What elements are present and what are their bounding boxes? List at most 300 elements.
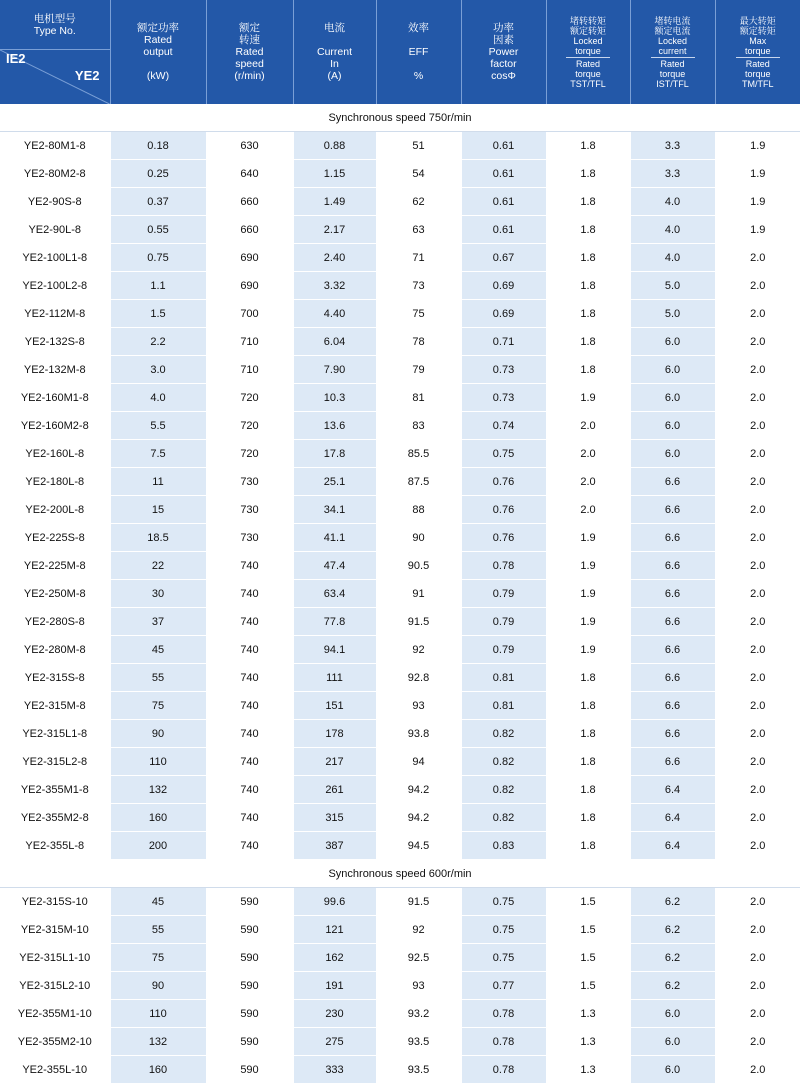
table-cell: 92.5 <box>376 944 461 972</box>
table-cell: 0.61 <box>461 132 546 160</box>
table-cell: 660 <box>206 216 293 244</box>
table-cell: 590 <box>206 1028 293 1056</box>
table-cell: 1.9 <box>546 608 630 636</box>
table-cell: 740 <box>206 748 293 776</box>
type-cell: YE2-80M1-8 <box>0 132 110 160</box>
table-cell: 77.8 <box>293 608 376 636</box>
table-cell: 91 <box>376 580 461 608</box>
table-cell: 55 <box>110 664 206 692</box>
table-cell: 51 <box>376 132 461 160</box>
table-cell: 0.81 <box>461 692 546 720</box>
type-cell: YE2-132M-8 <box>0 356 110 384</box>
table-row <box>0 944 800 972</box>
table-row <box>0 636 800 664</box>
table-cell: 93.2 <box>376 1000 461 1028</box>
table-cell: 1.8 <box>546 804 630 832</box>
header-type <box>0 0 110 104</box>
table-cell: 4.0 <box>630 244 715 272</box>
header-ie2-label: IE2 <box>6 53 26 65</box>
type-cell: YE2-280M-8 <box>0 636 110 664</box>
table-cell: 121 <box>293 916 376 944</box>
table-cell: 0.79 <box>461 608 546 636</box>
header-mt-ratio: TM/TFL <box>716 79 800 89</box>
type-cell: YE2-100L2-8 <box>0 272 110 300</box>
table-row <box>0 496 800 524</box>
table-row <box>0 832 800 860</box>
table-cell: 151 <box>293 692 376 720</box>
table-cell: 7.90 <box>293 356 376 384</box>
table-cell: 45 <box>110 636 206 664</box>
table-cell: 2.0 <box>715 692 800 720</box>
table-cell: 720 <box>206 440 293 468</box>
table-cell: 6.2 <box>630 916 715 944</box>
type-cell: YE2-355L-10 <box>0 1056 110 1084</box>
table-row <box>0 132 800 160</box>
table-cell: 55 <box>110 916 206 944</box>
table-cell: 0.78 <box>461 1056 546 1084</box>
table-cell: 90 <box>376 524 461 552</box>
table-cell: 111 <box>293 664 376 692</box>
table-cell: 2.0 <box>715 664 800 692</box>
type-cell: YE2-90S-8 <box>0 188 110 216</box>
table-cell: 93.5 <box>376 1028 461 1056</box>
table-cell: 2.0 <box>715 468 800 496</box>
table-row <box>0 412 800 440</box>
table-cell: 2.2 <box>110 328 206 356</box>
table-cell: 2.0 <box>715 832 800 860</box>
type-cell: YE2-180L-8 <box>0 468 110 496</box>
table-cell: 93.8 <box>376 720 461 748</box>
table-cell: 2.0 <box>546 440 630 468</box>
table-cell: 2.0 <box>715 720 800 748</box>
table-cell: 4.40 <box>293 300 376 328</box>
table-cell: 22 <box>110 552 206 580</box>
header-speed-cn1: 额定 <box>207 22 293 34</box>
type-cell: YE2-132S-8 <box>0 328 110 356</box>
table-cell: 93 <box>376 972 461 1000</box>
table-cell: 387 <box>293 832 376 860</box>
header-pf-cn2: 因素 <box>462 34 546 46</box>
table-row <box>0 356 800 384</box>
header-pf-cn1: 功率 <box>462 22 546 34</box>
header-eff-unit: % <box>377 70 461 82</box>
type-cell: YE2-225M-8 <box>0 552 110 580</box>
table-cell: 740 <box>206 692 293 720</box>
table-cell: 0.82 <box>461 748 546 776</box>
table-cell: 6.0 <box>630 328 715 356</box>
table-cell: 1.9 <box>546 636 630 664</box>
type-cell: YE2-80M2-8 <box>0 160 110 188</box>
header-speed <box>206 0 293 104</box>
header-speed-en1: Rated <box>207 46 293 58</box>
table-cell: 2.0 <box>715 496 800 524</box>
table-cell: 6.2 <box>630 944 715 972</box>
table-cell: 3.0 <box>110 356 206 384</box>
header-type-cn: 电机型号 <box>34 13 76 25</box>
type-cell: YE2-315L1-10 <box>0 944 110 972</box>
table-cell: 81 <box>376 384 461 412</box>
table-cell: 740 <box>206 608 293 636</box>
table-cell: 0.67 <box>461 244 546 272</box>
table-cell: 0.82 <box>461 720 546 748</box>
table-cell: 1.9 <box>715 160 800 188</box>
table-cell: 160 <box>110 804 206 832</box>
table-cell: 690 <box>206 272 293 300</box>
table-cell: 0.76 <box>461 468 546 496</box>
table-cell: 740 <box>206 552 293 580</box>
table-cell: 315 <box>293 804 376 832</box>
table-cell: 78 <box>376 328 461 356</box>
header-pf-symbol: cosΦ <box>462 70 546 82</box>
table-cell: 1.8 <box>546 188 630 216</box>
header-lc-en1: Locked <box>631 36 715 46</box>
table-cell: 1.8 <box>546 692 630 720</box>
header-current-cn: 电流 <box>294 22 376 34</box>
table-cell: 99.6 <box>293 888 376 916</box>
table-cell: 720 <box>206 384 293 412</box>
header-mt-divider <box>736 57 780 58</box>
table-cell: 0.73 <box>461 356 546 384</box>
table-cell: 0.61 <box>461 216 546 244</box>
table-cell: 6.6 <box>630 608 715 636</box>
header-max-torque <box>715 0 800 104</box>
table-cell: 6.0 <box>630 412 715 440</box>
table-row <box>0 972 800 1000</box>
table-cell: 87.5 <box>376 468 461 496</box>
table-cell: 1.8 <box>546 272 630 300</box>
header-locked-torque <box>546 0 630 104</box>
table-cell: 73 <box>376 272 461 300</box>
table-cell: 1.9 <box>715 188 800 216</box>
table-body <box>0 104 800 1084</box>
table-cell: 1.49 <box>293 188 376 216</box>
table-cell: 2.40 <box>293 244 376 272</box>
table-cell: 2.0 <box>715 636 800 664</box>
table-cell: 5.0 <box>630 272 715 300</box>
table-cell: 6.6 <box>630 496 715 524</box>
header-lc-divider <box>651 57 695 58</box>
type-cell: YE2-355M1-8 <box>0 776 110 804</box>
table-cell: 3.32 <box>293 272 376 300</box>
table-cell: 1.3 <box>546 1028 630 1056</box>
type-cell: YE2-250M-8 <box>0 580 110 608</box>
table-row <box>0 244 800 272</box>
table-cell: 0.75 <box>461 916 546 944</box>
table-cell: 333 <box>293 1056 376 1084</box>
table-row <box>0 1000 800 1028</box>
table-cell: 1.8 <box>546 160 630 188</box>
table-cell: 2.0 <box>715 356 800 384</box>
table-cell: 1.15 <box>293 160 376 188</box>
table-cell: 0.18 <box>110 132 206 160</box>
header-eff-en: EFF <box>377 46 461 58</box>
table-cell: 71 <box>376 244 461 272</box>
header-output <box>110 0 206 104</box>
table-cell: 0.77 <box>461 972 546 1000</box>
table-cell: 6.0 <box>630 1056 715 1084</box>
table-cell: 2.17 <box>293 216 376 244</box>
table-cell: 0.69 <box>461 300 546 328</box>
table-cell: 0.79 <box>461 580 546 608</box>
table-cell: 62 <box>376 188 461 216</box>
table-cell: 1.1 <box>110 272 206 300</box>
header-eff-cn: 效率 <box>377 22 461 34</box>
table-row <box>0 1056 800 1084</box>
table-cell: 0.76 <box>461 524 546 552</box>
table-cell: 30 <box>110 580 206 608</box>
table-cell: 0.88 <box>293 132 376 160</box>
table-cell: 2.0 <box>715 272 800 300</box>
header-lt-en2: torque <box>547 46 630 56</box>
table-cell: 2.0 <box>715 552 800 580</box>
table-cell: 0.37 <box>110 188 206 216</box>
table-cell: 13.6 <box>293 412 376 440</box>
table-cell: 3.3 <box>630 160 715 188</box>
table-cell: 2.0 <box>715 608 800 636</box>
table-cell: 1.3 <box>546 1000 630 1028</box>
table-cell: 740 <box>206 664 293 692</box>
table-cell: 710 <box>206 356 293 384</box>
table-cell: 93.5 <box>376 1056 461 1084</box>
table-cell: 5.5 <box>110 412 206 440</box>
table-row <box>0 160 800 188</box>
table-cell: 83 <box>376 412 461 440</box>
table-cell: 740 <box>206 720 293 748</box>
table-cell: 6.04 <box>293 328 376 356</box>
table-row <box>0 804 800 832</box>
type-cell: YE2-355L-8 <box>0 832 110 860</box>
table-row <box>0 888 800 916</box>
table-cell: 0.73 <box>461 384 546 412</box>
table-cell: 217 <box>293 748 376 776</box>
table-cell: 110 <box>110 1000 206 1028</box>
header-output-unit: (kW) <box>111 70 206 82</box>
table-row <box>0 664 800 692</box>
table-cell: 740 <box>206 636 293 664</box>
table-cell: 5.0 <box>630 300 715 328</box>
type-cell: YE2-225S-8 <box>0 524 110 552</box>
table-cell: 1.5 <box>546 972 630 1000</box>
table-cell: 4.0 <box>630 188 715 216</box>
table-cell: 2.0 <box>715 580 800 608</box>
table-cell: 640 <box>206 160 293 188</box>
table-cell: 94.5 <box>376 832 461 860</box>
table-cell: 2.0 <box>715 748 800 776</box>
table-cell: 6.0 <box>630 356 715 384</box>
table-cell: 0.82 <box>461 776 546 804</box>
table-cell: 45 <box>110 888 206 916</box>
header-output-cn: 额定功率 <box>111 22 206 34</box>
table-cell: 0.75 <box>461 888 546 916</box>
header-ye2-label: YE2 <box>75 70 100 82</box>
type-cell: YE2-280S-8 <box>0 608 110 636</box>
table-cell: 1.8 <box>546 328 630 356</box>
table-cell: 0.76 <box>461 496 546 524</box>
header-lt-en4: torque <box>547 69 630 79</box>
table-cell: 1.8 <box>546 356 630 384</box>
table-cell: 132 <box>110 1028 206 1056</box>
section-label: Synchronous speed 750r/min <box>0 104 800 132</box>
table-cell: 0.75 <box>110 244 206 272</box>
table-row <box>0 328 800 356</box>
table-row <box>0 608 800 636</box>
table-cell: 590 <box>206 1056 293 1084</box>
table-row <box>0 776 800 804</box>
type-cell: YE2-100L1-8 <box>0 244 110 272</box>
table-cell: 0.74 <box>461 412 546 440</box>
table-cell: 740 <box>206 832 293 860</box>
table-row <box>0 524 800 552</box>
table-cell: 6.2 <box>630 888 715 916</box>
header-lc-cn2: 额定电流 <box>631 26 715 36</box>
header-mt-cn2: 额定转矩 <box>716 26 800 36</box>
table-cell: 1.5 <box>546 916 630 944</box>
table-cell: 178 <box>293 720 376 748</box>
header-speed-unit: (r/min) <box>207 70 293 82</box>
table-cell: 90 <box>110 720 206 748</box>
table-cell: 2.0 <box>715 440 800 468</box>
table-cell: 740 <box>206 804 293 832</box>
table-cell: 0.75 <box>461 440 546 468</box>
table-cell: 1.8 <box>546 216 630 244</box>
type-cell: YE2-315S-10 <box>0 888 110 916</box>
header-lc-en4: torque <box>631 69 715 79</box>
section-row <box>0 860 800 888</box>
table-row <box>0 440 800 468</box>
table-cell: 740 <box>206 776 293 804</box>
header-mt-en2: torque <box>716 46 800 56</box>
header-output-en2: output <box>111 46 206 58</box>
header-lc-ratio: IST/TFL <box>631 79 715 89</box>
type-cell: YE2-160L-8 <box>0 440 110 468</box>
table-cell: 6.6 <box>630 580 715 608</box>
table-cell: 75 <box>110 944 206 972</box>
table-cell: 1.9 <box>546 384 630 412</box>
table-cell: 6.6 <box>630 468 715 496</box>
table-cell: 2.0 <box>715 944 800 972</box>
table-cell: 6.6 <box>630 636 715 664</box>
header-current-en: Current <box>294 46 376 58</box>
table-row <box>0 216 800 244</box>
table-cell: 2.0 <box>715 972 800 1000</box>
table-cell: 6.2 <box>630 972 715 1000</box>
table-cell: 18.5 <box>110 524 206 552</box>
table-cell: 0.81 <box>461 664 546 692</box>
table-row <box>0 748 800 776</box>
table-cell: 34.1 <box>293 496 376 524</box>
table-cell: 690 <box>206 244 293 272</box>
table-cell: 75 <box>376 300 461 328</box>
table-cell: 2.0 <box>715 1056 800 1084</box>
header-current-symbol: In <box>294 58 376 70</box>
table-cell: 720 <box>206 412 293 440</box>
table-cell: 6.0 <box>630 384 715 412</box>
table-cell: 6.6 <box>630 748 715 776</box>
table-cell: 10.3 <box>293 384 376 412</box>
section-label: Synchronous speed 600r/min <box>0 860 800 888</box>
table-cell: 1.9 <box>546 580 630 608</box>
table-cell: 1.9 <box>715 216 800 244</box>
table-row <box>0 272 800 300</box>
table-row <box>0 720 800 748</box>
table-cell: 1.9 <box>715 132 800 160</box>
table-cell: 1.8 <box>546 300 630 328</box>
table-cell: 132 <box>110 776 206 804</box>
table-cell: 6.0 <box>630 1000 715 1028</box>
table-row <box>0 300 800 328</box>
table-cell: 4.0 <box>630 216 715 244</box>
table-cell: 6.4 <box>630 832 715 860</box>
table-row <box>0 188 800 216</box>
section-row <box>0 104 800 132</box>
type-cell: YE2-200L-8 <box>0 496 110 524</box>
table-cell: 75 <box>110 692 206 720</box>
table-header <box>0 0 800 104</box>
header-lt-en3: Rated <box>547 59 630 69</box>
table-cell: 92 <box>376 636 461 664</box>
type-cell: YE2-315M-8 <box>0 692 110 720</box>
type-cell: YE2-355M2-8 <box>0 804 110 832</box>
header-type-en: Type No. <box>34 25 76 37</box>
table-cell: 63.4 <box>293 580 376 608</box>
table-cell: 6.6 <box>630 664 715 692</box>
table-cell: 1.3 <box>546 1056 630 1084</box>
table-cell: 191 <box>293 972 376 1000</box>
header-pf-en1: Power <box>462 46 546 58</box>
table-cell: 17.8 <box>293 440 376 468</box>
table-row <box>0 692 800 720</box>
table-cell: 47.4 <box>293 552 376 580</box>
header-lt-cn2: 额定转矩 <box>547 26 630 36</box>
table-cell: 1.8 <box>546 244 630 272</box>
header-mt-en4: torque <box>716 69 800 79</box>
table-cell: 730 <box>206 496 293 524</box>
header-mt-en3: Rated <box>716 59 800 69</box>
table-row <box>0 1028 800 1056</box>
table-cell: 6.6 <box>630 524 715 552</box>
table-cell: 1.8 <box>546 748 630 776</box>
table-cell: 4.0 <box>110 384 206 412</box>
table-cell: 63 <box>376 216 461 244</box>
table-cell: 200 <box>110 832 206 860</box>
table-cell: 590 <box>206 944 293 972</box>
table-cell: 730 <box>206 524 293 552</box>
table-cell: 94.1 <box>293 636 376 664</box>
table-cell: 230 <box>293 1000 376 1028</box>
table-row <box>0 468 800 496</box>
header-speed-cn2: 转速 <box>207 34 293 46</box>
table-cell: 2.0 <box>546 468 630 496</box>
header-mt-en1: Max <box>716 36 800 46</box>
type-cell: YE2-315S-8 <box>0 664 110 692</box>
table-cell: 261 <box>293 776 376 804</box>
table-cell: 1.9 <box>546 552 630 580</box>
type-cell: YE2-355M1-10 <box>0 1000 110 1028</box>
table-cell: 41.1 <box>293 524 376 552</box>
table-cell: 2.0 <box>715 524 800 552</box>
table-cell: 1.9 <box>546 524 630 552</box>
table-cell: 85.5 <box>376 440 461 468</box>
table-cell: 0.78 <box>461 552 546 580</box>
table-cell: 25.1 <box>293 468 376 496</box>
table-cell: 2.0 <box>715 916 800 944</box>
table-cell: 94.2 <box>376 804 461 832</box>
header-current <box>293 0 376 104</box>
table-row <box>0 384 800 412</box>
table-cell: 6.4 <box>630 776 715 804</box>
table-cell: 6.0 <box>630 440 715 468</box>
table-cell: 15 <box>110 496 206 524</box>
